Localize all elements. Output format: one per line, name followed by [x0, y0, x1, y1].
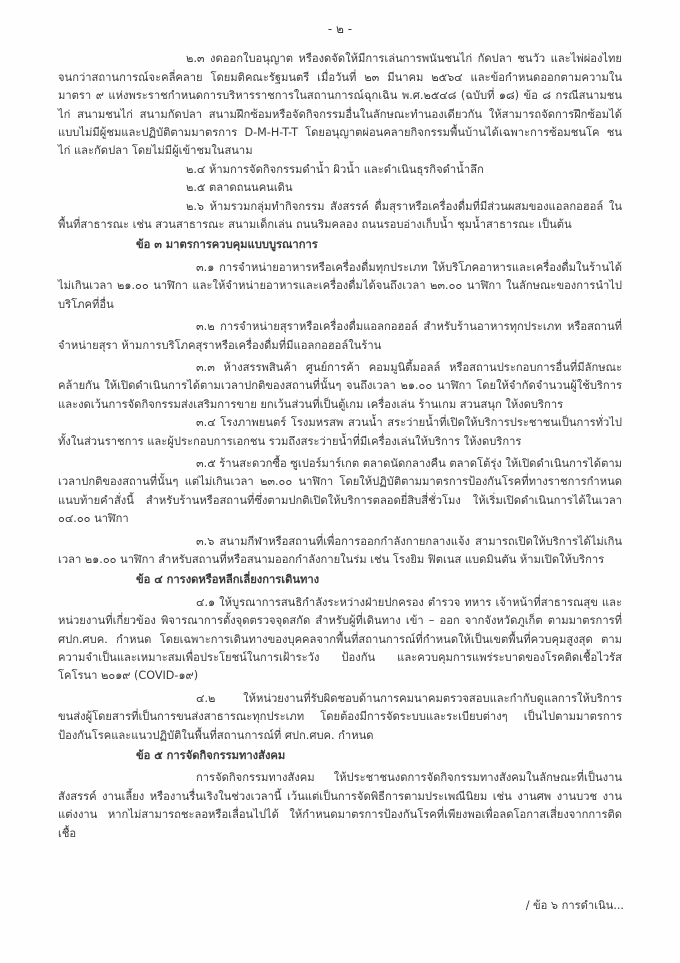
paragraph-5: การจัดกิจกรรมทางสังคม ให้ประชาชนงดการจัดกิจกรรมทางสังคมในลักษณะที่เป็นงานสังสรรค์ งานเลี้ยง หรืองานรื่นเริงในช่วงเวลานี้ เว้นแต่เป็นการจัดพิธีการตามประเพณีนิยม เช่น งานศพ งานบวช งานแต่งงาน หากไม่สามารถชะลอหรือเลื่อนไปได้ ให้กำหนดมาตรการป้องกันโรคที่เพียงพอเพื่อลดโอกาสเสี่ยงจากการติดเชื้อ [58, 771, 622, 840]
section-3-heading: ข้อ ๓ มาตรการควบคุมแบบบูรณาการ [136, 238, 318, 252]
continuation-note: / ข้อ ๖ การดำเนิน... [525, 898, 624, 912]
section-4-heading: ข้อ ๔ การงดหรือหลีกเลี่ยงการเดินทาง [136, 573, 320, 587]
paragraph-2-5: ๒.๕ ตลาดถนนคนเดิน [186, 181, 293, 195]
paragraph-2-4: ๒.๔ ห้ามการจัดกิจกรรมดำน้ำ ผิวน้ำ และดำเนินธุรกิจดำน้ำลึก [186, 162, 484, 176]
paragraph-3-5: ๓.๕ ร้านสะดวกซื้อ ซูเปอร์มาร์เกต ตลาดนัดกลางคืน ตลาดโต้รุ่ง ให้เปิดดำเนินการได้ตามเวลาปกติของสถานที่นั้นๆ แต่ไม่เกินเวลา ๒๓.๐๐ นาฬิกา โดยให้ปฏิบัติตามมาตรการป้องกันโรคที่ทางราชการกำหนดแนบท้ายคำสั่งนี้ สำหรับร้านหรือสถานที่ซึ่งตามปกติเปิดให้บริการตลอดยี่สิบสี่ชั่วโมง ให้เริ่มเปิดดำเนินการได้ในเวลา ๐๔.๐๐ นาฬิกา [58, 456, 622, 526]
page-number: - ๒ - [327, 22, 353, 36]
paragraph-3-1: ๓.๑ การจำหน่ายอาหารหรือเครื่องดื่มทุกประเภท ให้บริโภคอาหารและเครื่องดื่มในร้านได้ไม่เกินเวลา ๒๑.๐๐ นาฬิกา และให้จำหน่ายอาหารและเครื่องดื่มได้จนถึงเวลา ๒๓.๐๐ นาฬิกา ในลักษณะของการนำไปบริโภคที่อื่น [58, 260, 622, 311]
paragraph-3-2: ๓.๒ การจำหน่ายสุราหรือเครื่องดื่มแอลกอฮอล์ สำหรับร้านอาหารทุกประเภท หรือสถานที่จำหน่ายสุรา ห้ามการบริโภคสุราหรือเครื่องดื่มที่มีแอลกอฮอล์ในร้าน [58, 320, 622, 352]
paragraph-3-4: ๓.๔ โรงภาพยนตร์ โรงมหรสพ สวนน้ำ สระว่ายน้ำที่เปิดให้บริการประชาชนเป็นการทั่วไป ทั้งในส่วนราชการ และผู้ประกอบการเอกชน รวมถึงสระว่ายน้ำที่มีเครื่องเล่นให้บริการ ให้งดบริการ [58, 416, 622, 448]
paragraph-2-3: ๒.๓ งดออกใบอนุญาต หรืองดจัดให้มีการเล่นการพนันชนไก่ กัดปลา ชนวัว และไพ่ผ่องไทย จนกว่าสถานการณ์จะคลี่คลาย โดยมติคณะรัฐมนตรี เมื่อวันที่ ๒๓ มีนาคม ๒๕๖๔ และข้อกำหนดออกตามความในมาตรา ๙ แห่งพระราชกำหนดการบริหารราชการในสถานการณ์ฉุกเฉิน พ.ศ.๒๕๔๘ (ฉบับที่ ๑๘) ข้อ ๘ กรณีสนามชนไก่ สนามชนไก่ สนามกัดปลา สนามฝึกซ้อมหรือจัดกิจกรรมอื่นในลักษณะทำนองเดียวกัน ให้สามารถจัดการฝึกซ้อมได้แบบไม่มีผู้ชมและปฏิบัติตามมาตรการ D-M-H-T-T โดยอนุญาตผ่อนคลายกิจกรรมพื้นบ้านได้เฉพาะการซ้อมชนโค ชนไก่ และกัดปลา โดยไม่มีผู้เข้าชมในสนาม [58, 52, 622, 158]
paragraph-3-3: ๓.๓ ห้างสรรพสินค้า ศูนย์การค้า คอมมูนิตี้มอลล์ หรือสถานประกอบการอื่นที่มีลักษณะคล้ายกัน ให้เปิดดำเนินการได้ตามเวลาปกติของสถานที่นั้นๆ จนถึงเวลา ๒๑.๐๐ นาฬิกา โดยให้จำกัดจำนวนผู้ใช้บริการ และงดเว้นการจัดกิจกรรมส่งเสริมการขาย ยกเว้นส่วนที่เป็นตู้เกม เครื่องเล่น ร้านเกม สวนสนุก ให้งดบริการ [58, 360, 622, 411]
paragraph-4-1: ๔.๑ ให้บูรณาการสนธิกำลังระหว่างฝ่ายปกครอง ตำรวจ ทหาร เจ้าหน้าที่สาธารณสุข และหน่วยงานที่เกี่ยวข้อง พิจารณาการตั้งจุดตรวจจุดสกัด สำหรับผู้ที่เดินทาง เข้า – ออก จากจังหวัดภูเก็ต ตามมาตรการที่ ศปก.ศบค. กำหนด โดยเฉพาะการเดินทางของบุคคลจากพื้นที่สถานการณ์ที่กำหนดให้เป็นเขตพื้นที่ควบคุมสูงสุด ตามความจำเป็นและเหมาะสมเพื่อประโยชน์ในการเฝ้าระวัง ป้องกัน และควบคุมการแพร่ระบาดของโรคติดเชื้อไวรัสโคโรนา ๒๐๑๙ (COVID-๑๙) [58, 595, 622, 683]
section-5-heading: ข้อ ๕ การจัดกิจกรรมทางสังคม [136, 749, 286, 763]
paragraph-3-6: ๓.๖ สนามกีฬาหรือสถานที่เพื่อการออกกำลังกายกลางแจ้ง สามารถเปิดให้บริการได้ไม่เกินเวลา ๒๑.๐๐ นาฬิกา สำหรับสถานที่หรือสนามออกกำลังกายในร่ม เช่น โรงยิม ฟิตเนส แบดมินตัน ห้ามเปิดให้บริการ [58, 534, 622, 566]
paragraph-2-6: ๒.๖ ห้ามรวมกลุ่มทำกิจกรรม สังสรรค์ ดื่มสุราหรือเครื่องดื่มที่มีส่วนผสมของแอลกอฮอล์ ในพื้นที่สาธารณะ เช่น สวนสาธารณะ สนามเด็กเล่น ถนนริมคลอง ถนนรอบอ่างเก็บน้ำ ชุมน้ำสาธารณะ เป็นต้น [58, 199, 622, 232]
paragraph-4-2: ๔.๒ ให้หน่วยงานที่รับผิดชอบด้านการคมนาคมตรวจสอบและกำกับดูแลการให้บริการขนส่งผู้โดยสารที่เป็นการขนส่งสาธารณะทุกประเภท โดยต้องมีการจัดระบบและระเบียบต่างๆ เป็นไปตามมาตรการป้องกันโรคและแนวปฏิบัติในพื้นที่สถานการณ์ที่ ศปก.ศบค. กำหนด [58, 691, 622, 742]
